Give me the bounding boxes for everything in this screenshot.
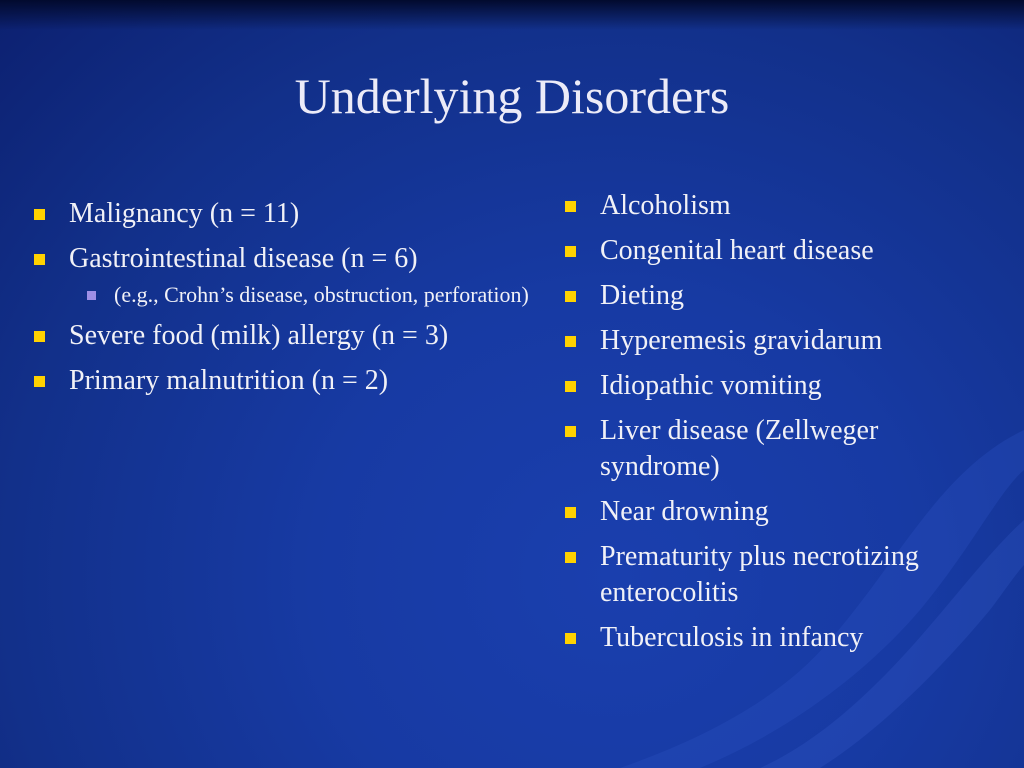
right-bullet-list [563, 188, 1003, 665]
list-item-text: Congenital heart disease [600, 235, 874, 266]
square-bullet-icon [565, 426, 576, 437]
list-item [32, 196, 532, 232]
sub-bullet-list [69, 281, 532, 309]
list-item [563, 278, 1003, 314]
square-bullet-icon [565, 336, 576, 347]
slide-title: Underlying Disorders [294, 68, 730, 124]
square-bullet-icon [565, 381, 576, 392]
list-item [32, 363, 532, 399]
list-item [563, 323, 1003, 359]
list-item [32, 241, 532, 309]
list-item [563, 539, 1003, 611]
list-item [563, 620, 1003, 656]
sub-list-item-text: (e.g., Crohn’s disease, obstruction, perforation) [114, 282, 529, 307]
square-bullet-icon [34, 209, 45, 220]
square-bullet-icon [34, 254, 45, 265]
square-bullet-icon [565, 507, 576, 518]
list-item [32, 318, 532, 354]
list-item [563, 494, 1003, 530]
square-bullet-icon [565, 633, 576, 644]
square-bullet-icon [565, 552, 576, 563]
list-item-text: Dieting [600, 280, 684, 311]
square-bullet-icon [565, 291, 576, 302]
list-item [563, 188, 1003, 224]
square-bullet-icon [34, 376, 45, 387]
list-item-text: Severe food (milk) allergy (n = 3) [69, 320, 449, 351]
list-item-text: Malignancy (n = 11) [69, 198, 300, 229]
list-item-text: Liver disease (Zellweger syndrome) [600, 415, 879, 482]
square-bullet-icon [565, 201, 576, 212]
list-item-text: Prematurity plus necrotizing enterocolitis [600, 541, 919, 608]
list-item-text: Primary malnutrition (n = 2) [69, 365, 389, 396]
sub-list-item [69, 281, 532, 309]
list-item-text: Hyperemesis gravidarum [600, 325, 883, 356]
list-item-text: Near drowning [600, 496, 769, 527]
left-bullet-list [32, 196, 532, 408]
square-bullet-icon [565, 246, 576, 257]
list-item [563, 233, 1003, 269]
list-item [563, 413, 1003, 485]
square-bullet-icon [34, 331, 45, 342]
list-item-text: Tuberculosis in infancy [600, 622, 864, 653]
list-item-text: Alcoholism [600, 190, 731, 221]
list-item-text: Gastrointestinal disease (n = 6) [69, 243, 418, 274]
list-item-text: Idiopathic vomiting [600, 370, 822, 401]
small-square-bullet-icon [87, 291, 96, 300]
list-item [563, 368, 1003, 404]
